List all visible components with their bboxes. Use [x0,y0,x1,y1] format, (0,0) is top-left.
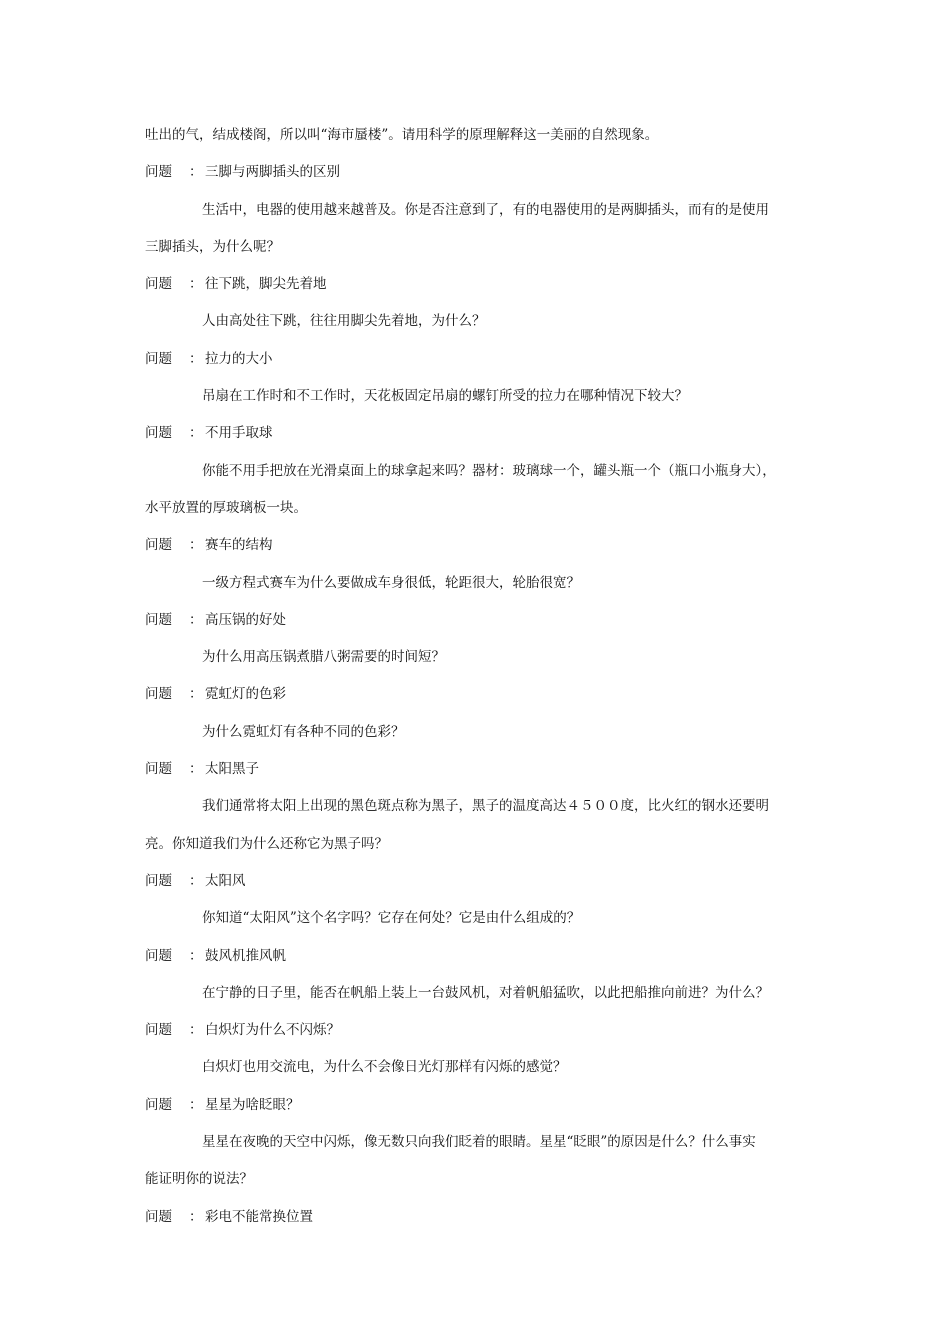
question-title: 往下跳，脚尖先着地 [205,276,327,293]
question-heading [145,1206,810,1243]
question-heading [145,758,810,795]
question-text-line: 一级方程式赛车为什么要做成车身很低，轮距很大，轮胎很宽？ [202,574,580,591]
question-colon: ： [189,947,203,964]
question-text-line: 能证明你的说法？ [145,1171,253,1188]
question-title: 赛车的结构 [205,537,273,554]
question-heading [145,870,810,907]
question-label: 问题 [145,686,172,703]
question-title: 太阳黑子 [205,761,259,778]
question-title: 霓虹灯的色彩 [205,686,286,703]
question-label: 问题 [145,164,172,181]
question-label: 问题 [145,611,172,628]
question-title: 不用手取球 [205,425,273,442]
question-label: 问题 [145,872,172,889]
question-label: 问题 [145,425,172,442]
question-text-line: 水平放置的厚玻璃板一块。 [145,499,307,516]
question-label: 问题 [145,1022,172,1039]
question-text-line: 我们通常将太阳上出现的黑色斑点称为黑子，黑子的温度高达４５００度，比火红的钢水还要明 [202,798,769,815]
question-label: 问题 [145,350,172,367]
question-text-line: 你能不用手把放在光滑桌面上的球拿起来吗？器材：玻璃球一个，罐头瓶一个（瓶口小瓶身大）， [202,462,776,479]
question-label: 问题 [145,276,172,293]
question-heading [145,161,810,198]
question-colon: ： [189,761,203,778]
question-text-line: 三脚插头，为什么呢？ [145,238,280,255]
question-label: 问题 [145,537,172,554]
question-text-line: 吊扇在工作时和不工作时，天花板固定吊扇的螺钉所受的拉力在哪种情况下较大？ [202,388,688,405]
question-heading [145,348,810,385]
question-heading [145,683,810,720]
question-label: 问题 [145,947,172,964]
question-colon: ： [189,686,203,703]
question-text-line: 你知道“太阳风”这个名字吗？它存在何处？它是由什么组成的？ [202,910,581,927]
question-text-line: 为什么用高压锅煮腊八粥需要的时间短？ [202,649,445,666]
question-colon: ： [189,276,203,293]
question-colon: ： [189,611,203,628]
question-colon: ： [189,350,203,367]
question-text-line: 亮。你知道我们为什么还称它为黑子吗？ [145,835,388,852]
question-colon: ： [189,425,203,442]
question-title: 白炽灯为什么不闪烁？ [205,1022,340,1039]
question-heading [145,945,810,982]
question-label: 问题 [145,1208,172,1225]
question-title: 太阳风 [205,872,246,889]
question-title: 彩电不能常换位置 [205,1208,313,1225]
question-title: 高压锅的好处 [205,611,286,628]
question-heading [145,273,810,310]
question-label: 问题 [145,1096,172,1113]
question-label: 问题 [145,761,172,778]
question-title: 星星为啥眨眼？ [205,1096,300,1113]
question-heading [145,609,810,646]
document-body [145,124,810,1243]
question-text-line: 为什么霓虹灯有各种不同的色彩？ [202,723,405,740]
question-text-line: 生活中，电器的使用越来越普及。你是否注意到了，有的电器使用的是两脚插头，而有的是使用 [202,201,769,218]
question-title: 鼓风机推风帆 [205,947,286,964]
question-text-line: 在宁静的日子里，能否在帆船上装上一台鼓风机，对着帆船猛吹，以此把船推向前进？为什么？ [202,984,769,1001]
question-heading [145,534,810,571]
question-text-line: 人由高处往下跳，往往用脚尖先着地，为什么？ [202,313,486,330]
question-colon: ： [189,1208,203,1225]
question-colon: ： [189,537,203,554]
question-heading [145,422,810,459]
question-title: 三脚与两脚插头的区别 [205,164,340,181]
question-colon: ： [189,872,203,889]
question-text-line: 白炽灯也用交流电，为什么不会像日光灯那样有闪烁的感觉？ [202,1059,567,1076]
question-colon: ： [189,164,203,181]
question-heading [145,1094,810,1131]
question-colon: ： [189,1022,203,1039]
question-colon: ： [189,1096,203,1113]
question-heading [145,1019,810,1056]
question-title: 拉力的大小 [205,350,273,367]
intro-line: 吐出的气，结成楼阁，所以叫“海市蜃楼”。请用科学的原理解释这一美丽的自然现象。 [145,127,659,143]
question-text-line: 星星在夜晚的天空中闪烁，像无数只向我们眨着的眼睛。星星“眨眼”的原因是什么？什么事实 [202,1134,756,1151]
